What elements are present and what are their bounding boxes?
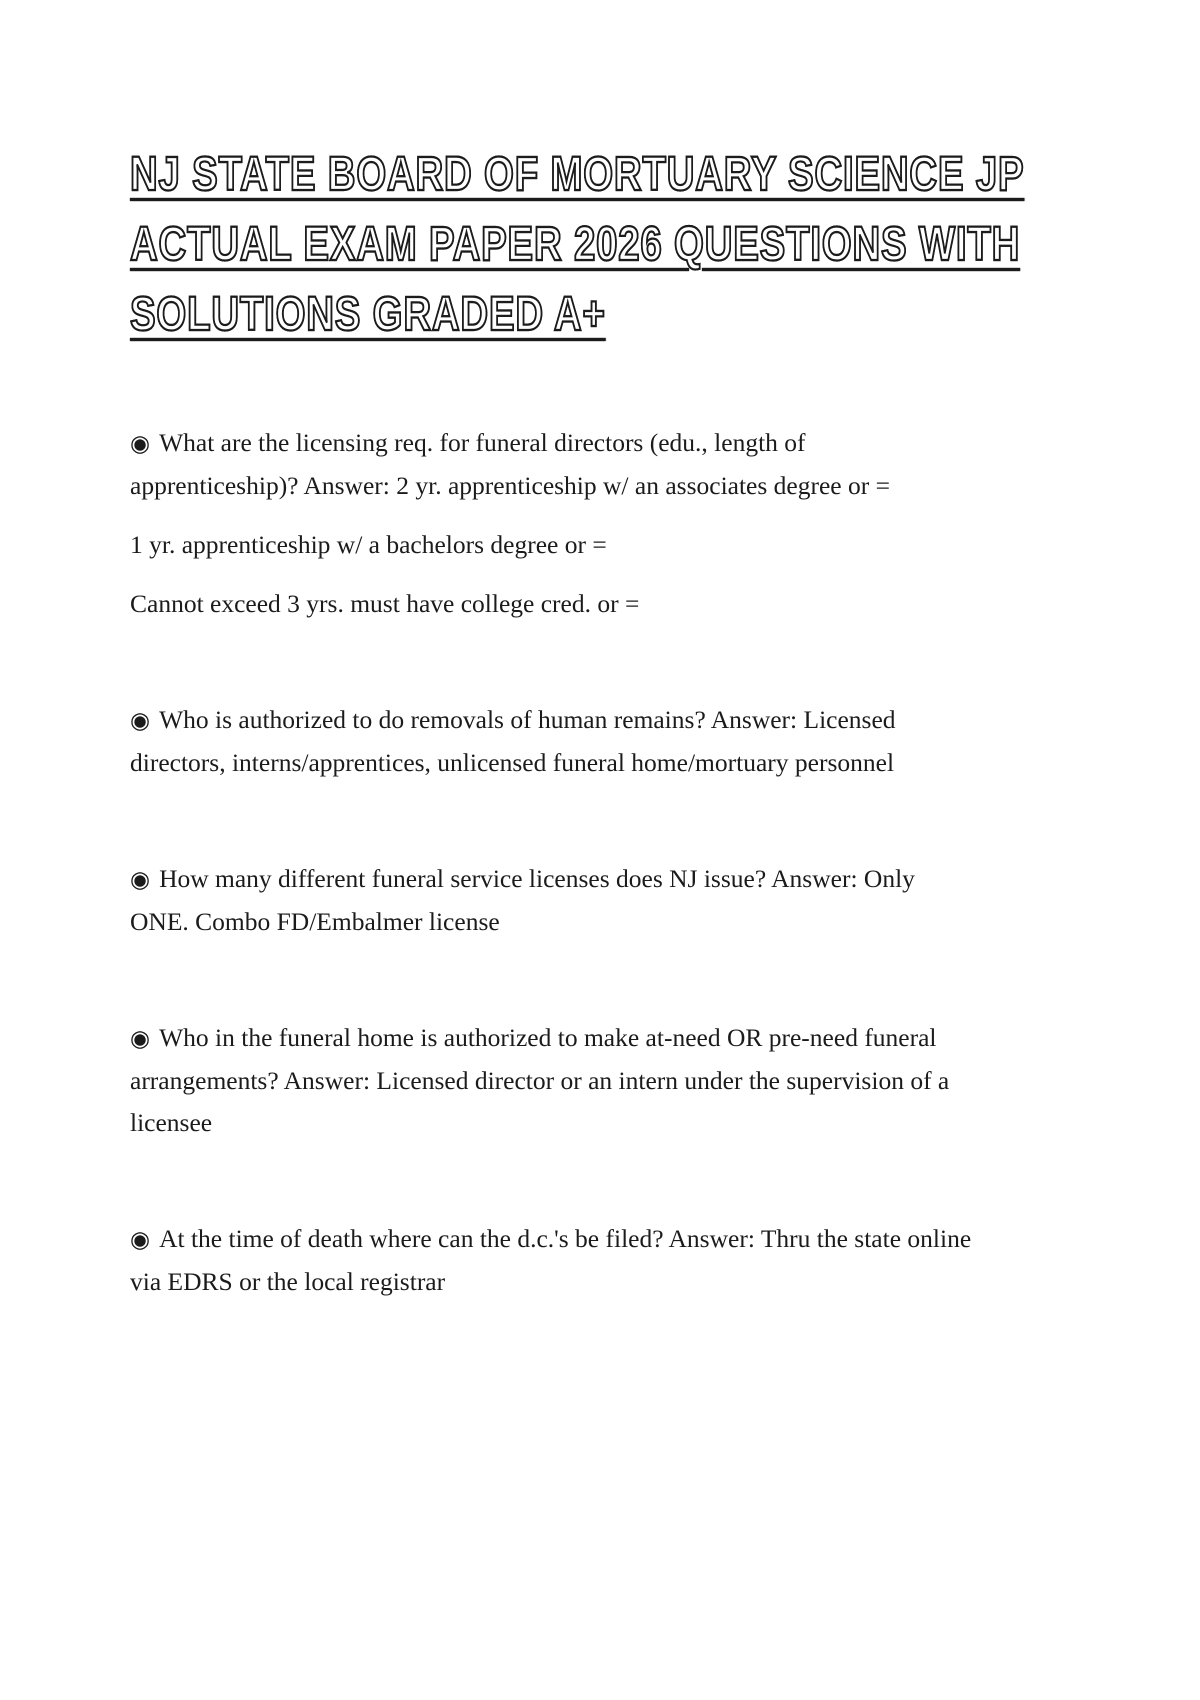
- paragraph-text: Who is authorized to do removals of human remains? Answer: Licensed directors, interns/apprentices, unlicensed funeral home/mortuary personnel: [130, 705, 896, 777]
- answer-continuation-line: [130, 524, 975, 566]
- paragraph-text: Who in the funeral home is authorized to make at-need OR pre-need funeral arrangements? Answer: Licensed director or an intern under the supervision of a licensee: [130, 1023, 950, 1137]
- bullet-icon: ◉: [130, 1026, 151, 1051]
- paragraph-text: Cannot exceed 3 yrs. must have college cred. or =: [130, 589, 640, 618]
- paragraph-text: 1 yr. apprenticeship w/ a bachelors degree or =: [130, 530, 607, 559]
- title-line-2: ACTUAL EXAM PAPER 2026 QUESTIONS WITH: [130, 218, 1021, 271]
- title-line-3: SOLUTIONS GRADED A+: [130, 288, 606, 341]
- question-answer-paragraph: [130, 858, 975, 943]
- document-body: [130, 422, 975, 1303]
- title-line-1: NJ STATE BOARD OF MORTUARY SCIENCE JP: [130, 148, 1025, 201]
- document-title: [130, 140, 1070, 350]
- question-answer-paragraph: [130, 1218, 975, 1303]
- answer-continuation-line: [130, 583, 975, 625]
- paragraph-text: How many different funeral service licenses does NJ issue? Answer: Only ONE. Combo FD/Embalmer license: [130, 864, 915, 936]
- question-answer-paragraph: [130, 422, 975, 507]
- bullet-icon: ◉: [130, 431, 151, 456]
- bullet-icon: ◉: [130, 1227, 151, 1252]
- question-answer-paragraph: [130, 699, 975, 784]
- paragraph-text: What are the licensing req. for funeral directors (edu., length of apprenticeship)? Answer: 2 yr. apprenticeship w/ an associates degree or =: [130, 428, 890, 500]
- bullet-icon: ◉: [130, 708, 151, 733]
- question-answer-paragraph: [130, 1017, 975, 1144]
- bullet-icon: ◉: [130, 867, 151, 892]
- paragraph-text: At the time of death where can the d.c.'s be filed? Answer: Thru the state online via EDRS or the local registrar: [130, 1224, 972, 1296]
